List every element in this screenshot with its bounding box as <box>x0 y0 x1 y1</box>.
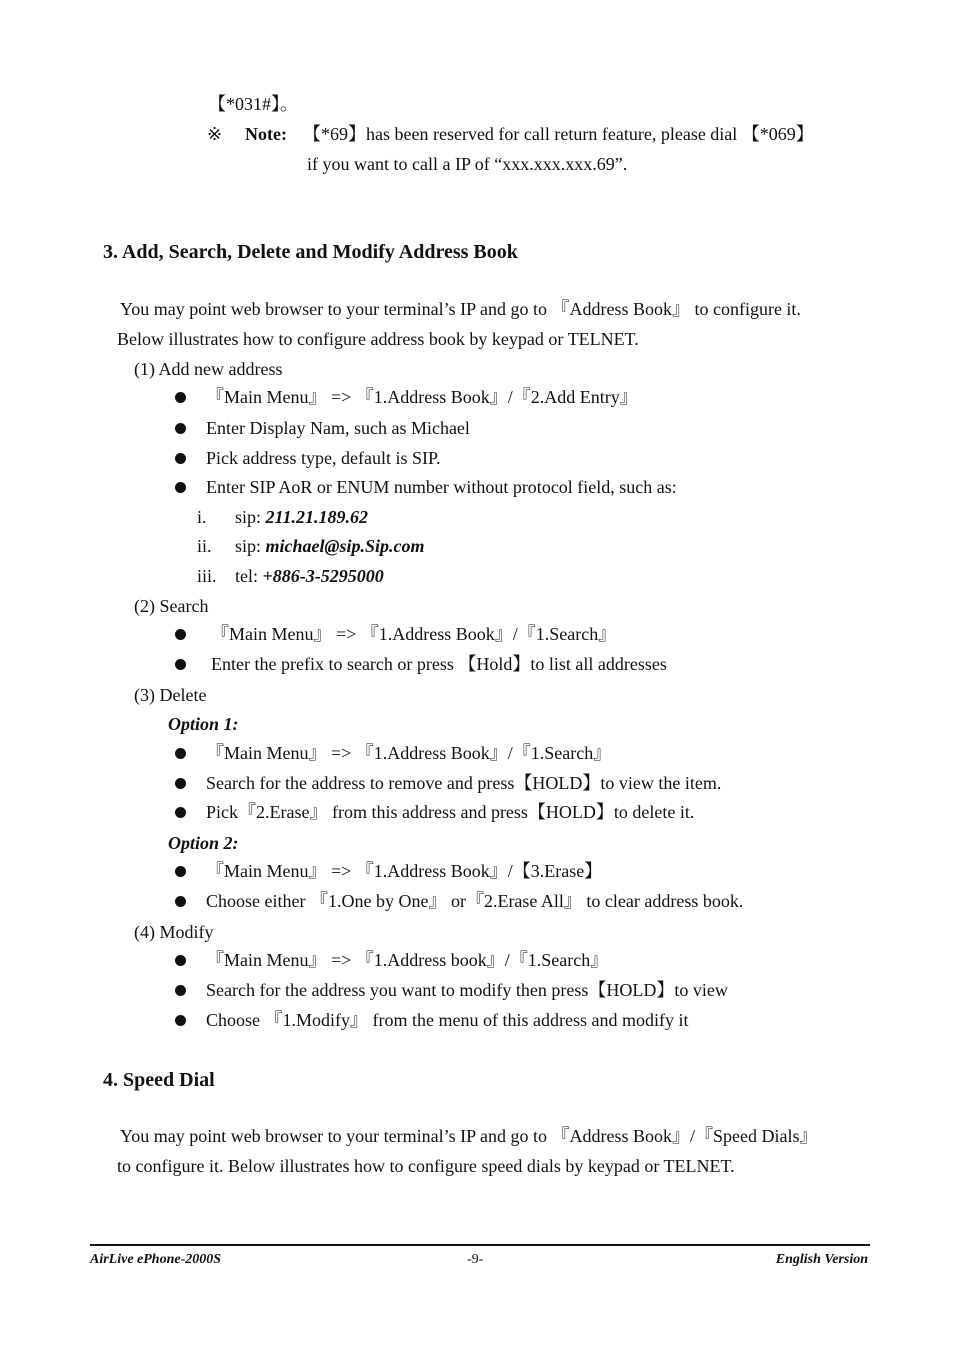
example-sip-ip <box>235 506 368 528</box>
example-value: +886-3-5295000 <box>262 566 384 586</box>
delete-opt2-bullet-2: Choose either 『1.One by One』 or『2.Erase All』 to clear address book. <box>206 891 744 911</box>
add-bullet-4: Enter SIP AoR or ENUM number without protocol field, such as: <box>206 477 677 497</box>
modify-bullet-3: Choose 『1.Modify』 from the menu of this address and modify it <box>206 1010 689 1030</box>
bullet-icon <box>175 866 186 877</box>
note-text-continued: if you want to call a IP of “xxx.xxx.xxx.69”. <box>307 154 628 174</box>
search-title: (2) Search <box>134 596 209 616</box>
option-1-label: Option 1: <box>168 714 239 734</box>
roman-numeral: i. <box>197 507 207 527</box>
bullet-icon <box>175 629 186 640</box>
option-2-label: Option 2: <box>168 833 239 853</box>
section-3-intro-2: Below illustrates how to configure address book by keypad or TELNET. <box>117 329 639 349</box>
add-bullet-2: Enter Display Nam, such as Michael <box>206 418 470 438</box>
modify-bullet-2: Search for the address you want to modify then press【HOLD】to view <box>206 980 728 1000</box>
roman-numeral: iii. <box>197 566 217 586</box>
bullet-icon <box>175 748 186 759</box>
section-3-intro-1: You may point web browser to your terminal’s IP and go to 『Address Book』 to configure it. <box>120 299 801 319</box>
section-4-intro-1: You may point web browser to your terminal’s IP and go to 『Address Book』/『Speed Dials』 <box>120 1126 818 1146</box>
note-text: 【*69】has been reserved for call return feature, please dial 【*069】 <box>303 124 814 144</box>
example-label: sip: <box>235 507 266 527</box>
search-bullet-2: Enter the prefix to search or press 【Hold】to list all addresses <box>211 654 667 674</box>
footer-product: AirLive ePhone-2000S <box>90 1252 222 1267</box>
delete-opt1-bullet-3: Pick『2.Erase』 from this address and press【HOLD】to delete it. <box>206 802 695 822</box>
bullet-icon <box>175 896 186 907</box>
section-4-intro-2: to configure it. Below illustrates how to configure speed dials by keypad or TELNET. <box>117 1156 735 1176</box>
example-label: tel: <box>235 566 263 586</box>
delete-title: (3) Delete <box>134 685 207 705</box>
delete-opt2-bullet-1: 『Main Menu』 => 『1.Address Book』/【3.Erase】 <box>206 861 603 881</box>
example-value: 211.21.189.62 <box>265 507 369 527</box>
example-sip-uri <box>235 535 425 557</box>
modify-title: (4) Modify <box>134 922 214 942</box>
note-label: Note: <box>245 124 287 144</box>
example-value: michael@sip.Sip.com <box>265 536 425 556</box>
note-mark: ※ <box>207 124 223 144</box>
delete-opt1-bullet-1: 『Main Menu』 => 『1.Address Book』/『1.Search』 <box>206 743 612 763</box>
bullet-icon <box>175 482 186 493</box>
section-3-heading: 3. Add, Search, Delete and Modify Address Book <box>103 241 518 263</box>
roman-numeral: ii. <box>197 536 212 556</box>
bullet-icon <box>175 955 186 966</box>
bullet-icon <box>175 392 186 403</box>
bullet-icon <box>175 778 186 789</box>
delete-opt1-bullet-2: Search for the address to remove and press【HOLD】to view the item. <box>206 773 722 793</box>
example-tel <box>235 565 384 587</box>
search-bullet-1: 『Main Menu』 => 『1.Address Book』/『1.Search』 <box>211 624 617 644</box>
code-line: 【*031#】。 <box>208 94 298 114</box>
section-4-heading: 4. Speed Dial <box>103 1069 215 1091</box>
modify-bullet-1: 『Main Menu』 => 『1.Address book』/『1.Search』 <box>206 950 609 970</box>
bullet-icon <box>175 807 186 818</box>
bullet-icon <box>175 453 186 464</box>
bullet-icon <box>175 423 186 434</box>
footer-version: English Version <box>775 1252 868 1267</box>
add-bullet-1: 『Main Menu』 => 『1.Address Book』/『2.Add Entry』 <box>206 387 638 407</box>
add-title: (1) Add new address <box>134 359 283 379</box>
bullet-icon <box>175 985 186 996</box>
bullet-icon <box>175 659 186 670</box>
footer-page-number: -9- <box>467 1252 484 1267</box>
add-bullet-3: Pick address type, default is SIP. <box>206 448 441 468</box>
bullet-icon <box>175 1015 186 1026</box>
footer-rule <box>90 1244 870 1246</box>
example-label: sip: <box>235 536 266 556</box>
